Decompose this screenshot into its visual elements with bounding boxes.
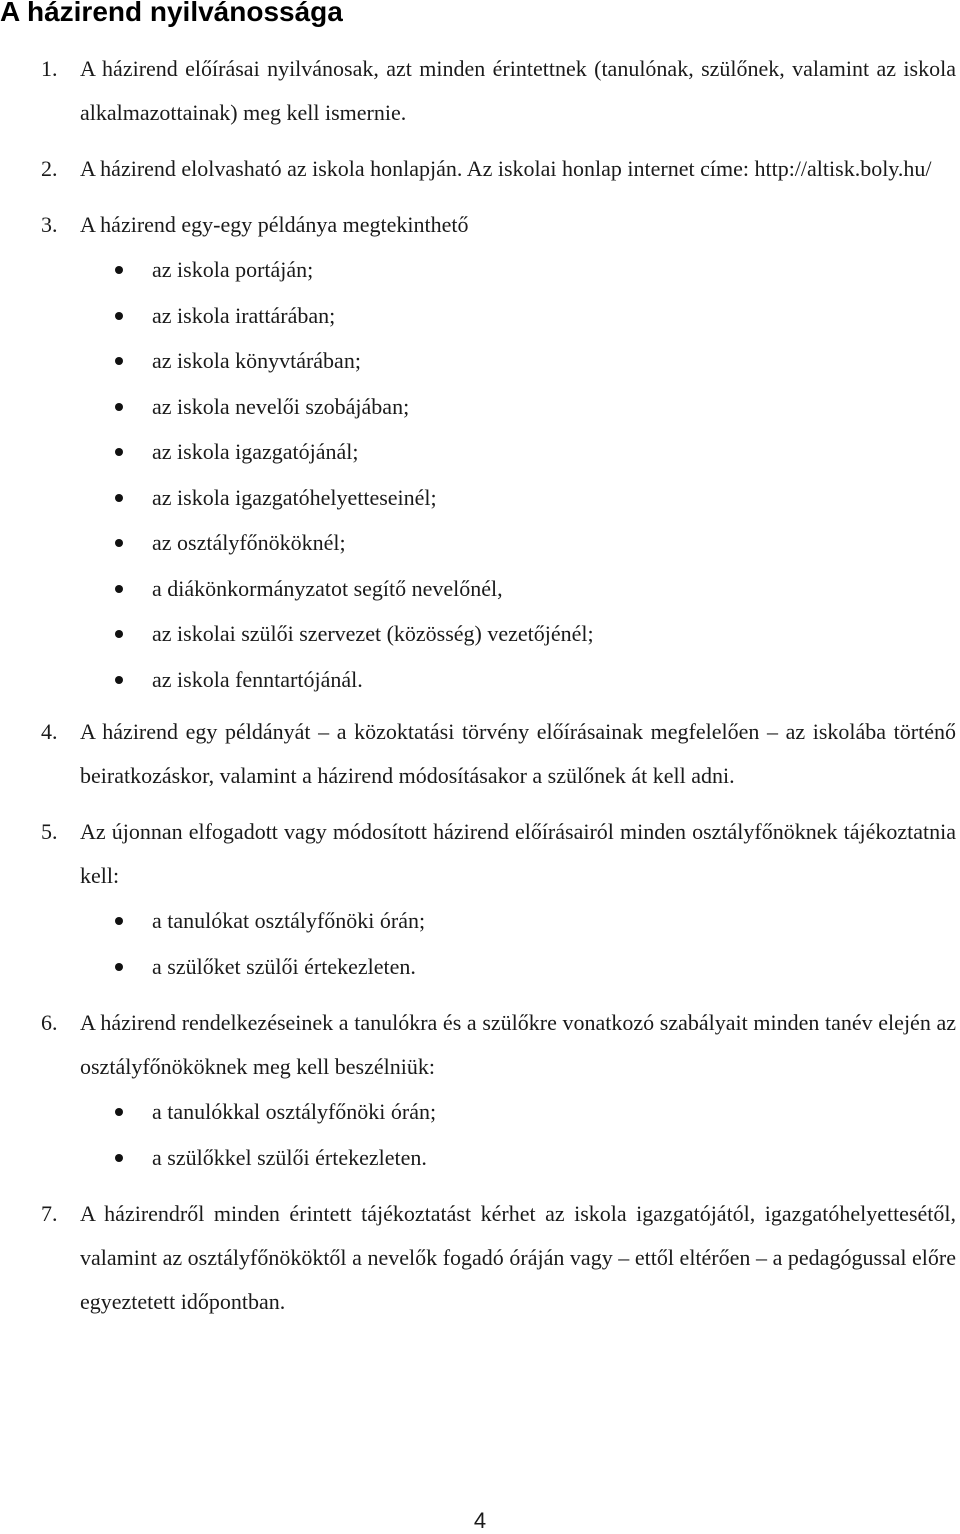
bullet-icon	[115, 266, 123, 274]
bullet-icon	[115, 312, 123, 320]
bullet-item: az iskola könyvtárában;	[0, 338, 960, 384]
bullet-item: a tanulókat osztályfőnöki órán;	[0, 898, 960, 944]
list-item-7	[0, 1192, 960, 1324]
bullet-list-locations	[0, 247, 960, 702]
item-number: 2.	[41, 156, 58, 181]
item-number: 4.	[41, 719, 58, 744]
item-text: A házirend egy-egy példánya megtekinthető	[80, 212, 469, 237]
bullet-icon	[115, 1108, 123, 1116]
item-number: 3.	[41, 212, 58, 237]
item-text: A házirend elolvasható az iskola honlapján. Az iskolai honlap internet címe: http://altisk.boly.hu/	[80, 156, 932, 181]
bullet-icon	[115, 539, 123, 547]
bullet-icon	[115, 963, 123, 971]
bullet-item: a diákönkormányzatot segítő nevelőnél,	[0, 566, 960, 612]
bullet-item: az iskolai szülői szervezet (közösség) vezetőjénél;	[0, 611, 960, 657]
bullet-item: a szülőkkel szülői értekezleten.	[0, 1135, 960, 1181]
bullet-icon	[115, 448, 123, 456]
bullet-icon	[115, 630, 123, 638]
bullet-item: az iskola irattárában;	[0, 293, 960, 339]
list-item-1	[0, 47, 960, 135]
item-text: A házirendről minden érintett tájékoztatást kérhet az iskola igazgatójától, igazgatóhelyettesétől, valamint az osztályfőnököktől a nevelők fogadó óráján vagy – ettől eltérően – a pedagógussal előre egyeztetett időpontban.	[80, 1201, 956, 1314]
document-body	[0, 47, 960, 1324]
bullet-icon	[115, 357, 123, 365]
bullet-list-discuss-with	[0, 1089, 960, 1180]
bullet-item: a szülőket szülői értekezleten.	[0, 944, 960, 990]
bullet-icon	[115, 585, 123, 593]
bullet-item: a tanulókkal osztályfőnöki órán;	[0, 1089, 960, 1135]
bullet-item: az iskola igazgatóhelyetteseinél;	[0, 475, 960, 521]
bullet-item: az iskola fenntartójánál.	[0, 657, 960, 703]
item-text: Az újonnan elfogadott vagy módosított házirend előírásairól minden osztályfőnöknek tájékoztatnia kell:	[80, 819, 956, 888]
item-text: A házirend előírásai nyilvánosak, azt minden érintettnek (tanulónak, szülőnek, valamint az iskola alkalmazottainak) meg kell ismernie.	[80, 56, 956, 125]
bullet-icon	[115, 1154, 123, 1162]
item-number: 1.	[41, 56, 58, 81]
bullet-icon	[115, 494, 123, 502]
item-text: A házirend egy példányát – a közoktatási törvény előírásainak megfelelően – az iskolába történő beiratkozáskor, valamint a házirend módosításakor a szülőnek át kell adni.	[80, 719, 956, 788]
list-item-2	[0, 147, 960, 191]
list-item-3	[0, 203, 960, 247]
list-item-6	[0, 1001, 960, 1089]
list-item-4	[0, 710, 960, 798]
bullet-icon	[115, 403, 123, 411]
item-text: A házirend rendelkezéseinek a tanulókra és a szülőkre vonatkozó szabályait minden tanév elején az osztályfőnököknek meg kell beszélniük:	[80, 1010, 956, 1079]
bullet-icon	[115, 917, 123, 925]
bullet-item: az iskola portáján;	[0, 247, 960, 293]
section-heading: A házirend nyilvánossága	[0, 0, 343, 27]
list-item-5	[0, 810, 960, 898]
item-number: 6.	[41, 1010, 58, 1035]
bullet-list-inform-who	[0, 898, 960, 989]
item-number: 5.	[41, 819, 58, 844]
item-number: 7.	[41, 1201, 58, 1226]
page-number: 4	[473, 1508, 487, 1533]
bullet-item: az osztályfőnököknél;	[0, 520, 960, 566]
bullet-item: az iskola nevelői szobájában;	[0, 384, 960, 430]
bullet-icon	[115, 676, 123, 684]
bullet-item: az iskola igazgatójánál;	[0, 429, 960, 475]
